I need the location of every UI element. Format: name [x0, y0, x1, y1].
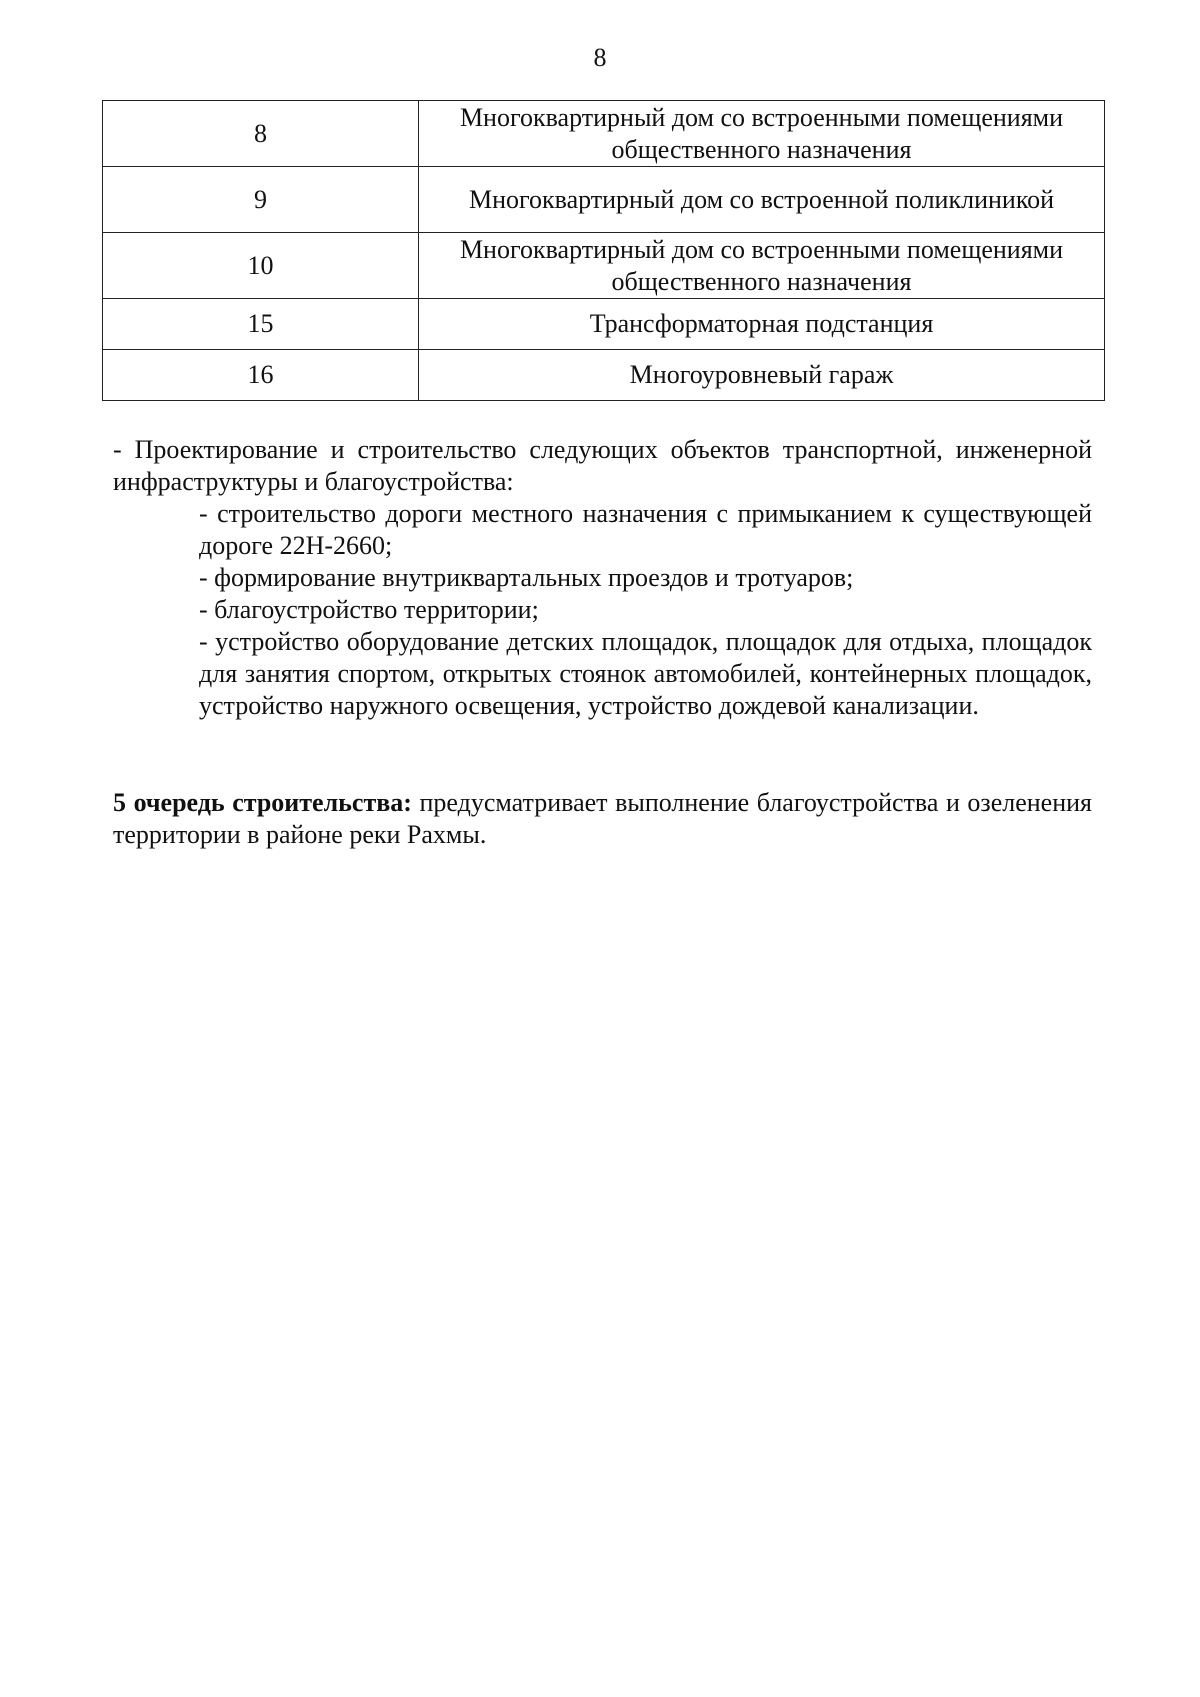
object-name: Трансформаторная подстанция — [419, 299, 1105, 350]
object-number: 10 — [103, 233, 419, 299]
object-name: Многоуровневый гараж — [419, 350, 1105, 401]
stage-five-text: предусматривает выполнение благоустройства и озеленения территории в районе реки Рахмы. — [113, 788, 1092, 849]
object-number: 9 — [103, 167, 419, 233]
stage-five-heading: 5 очередь строительства: — [113, 788, 412, 817]
infrastructure-section — [113, 434, 1092, 722]
object-name: Многоквартирный дом со встроенными помещениями общественного назначения — [419, 101, 1105, 167]
object-number: 8 — [103, 101, 419, 167]
table-row — [103, 167, 1105, 233]
list-item: - благоустройство территории; — [199, 595, 539, 624]
table-row — [103, 299, 1105, 350]
object-number: 15 — [103, 299, 419, 350]
object-number: 16 — [103, 350, 419, 401]
objects-table — [102, 100, 1105, 401]
intro-paragraph: - Проектирование и строительство следующих объектов транспортной, инженерной инфраструктуры и благоустройства: — [113, 435, 1092, 496]
list-item: - строительство дороги местного назначения с примыканием к существующей дороге 22Н-2660; — [199, 499, 1092, 560]
table-row — [103, 350, 1105, 401]
object-name: Многоквартирный дом со встроенными помещениями общественного назначения — [419, 233, 1105, 299]
object-name: Многоквартирный дом со встроенной поликлиникой — [419, 167, 1105, 233]
table-row — [103, 233, 1105, 299]
stage-five-paragraph — [113, 787, 1092, 851]
list-item: - устройство оборудование детских площадок, площадок для отдыха, площадок для занятия спортом, открытых стоянок автомобилей, контейнерных площадок, устройство наружного освещения, устройство дождевой канализации. — [199, 627, 1092, 720]
page-number: 8 — [593, 43, 607, 72]
table-row — [103, 101, 1105, 167]
list-item: - формирование внутриквартальных проездов и тротуаров; — [199, 563, 854, 592]
